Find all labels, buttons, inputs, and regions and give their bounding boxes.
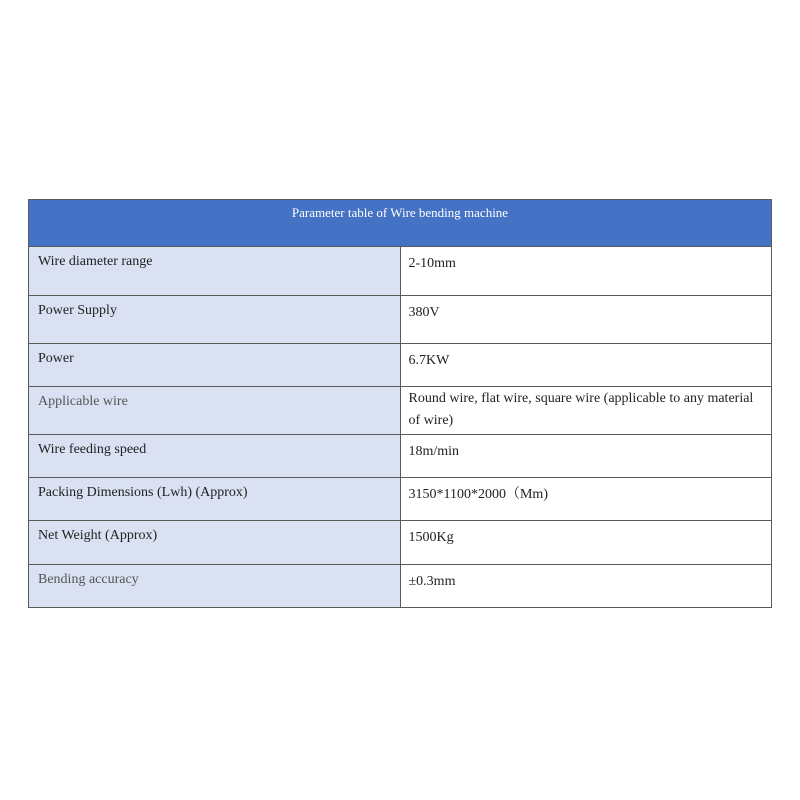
- table-row: [29, 521, 772, 565]
- row-value: 6.7KW: [400, 344, 772, 387]
- row-label: Wire feeding speed: [29, 435, 401, 478]
- row-value: ±0.3mm: [400, 565, 772, 608]
- row-value: 2-10mm: [400, 247, 772, 296]
- parameter-table: [28, 199, 772, 608]
- table-row: [29, 344, 772, 387]
- table-title-row: [29, 200, 772, 247]
- table-row: [29, 565, 772, 608]
- table-row: [29, 387, 772, 435]
- row-value: 3150*1100*2000（Mm): [400, 478, 772, 521]
- row-value: 18m/min: [400, 435, 772, 478]
- row-value: Round wire, flat wire, square wire (applicable to any material of wire): [400, 387, 772, 435]
- table-row: [29, 435, 772, 478]
- row-value: 380V: [400, 296, 772, 344]
- row-label: Net Weight (Approx): [29, 521, 401, 565]
- table-row: [29, 478, 772, 521]
- row-value: 1500Kg: [400, 521, 772, 565]
- row-label: Wire diameter range: [29, 247, 401, 296]
- row-label: Power: [29, 344, 401, 387]
- row-label: Applicable wire: [29, 387, 401, 435]
- row-label: Packing Dimensions (Lwh) (Approx): [29, 478, 401, 521]
- table-title: Parameter table of Wire bending machine: [29, 200, 772, 247]
- table-row: [29, 296, 772, 344]
- row-label: Bending accuracy: [29, 565, 401, 608]
- row-label: Power Supply: [29, 296, 401, 344]
- table-row: [29, 247, 772, 296]
